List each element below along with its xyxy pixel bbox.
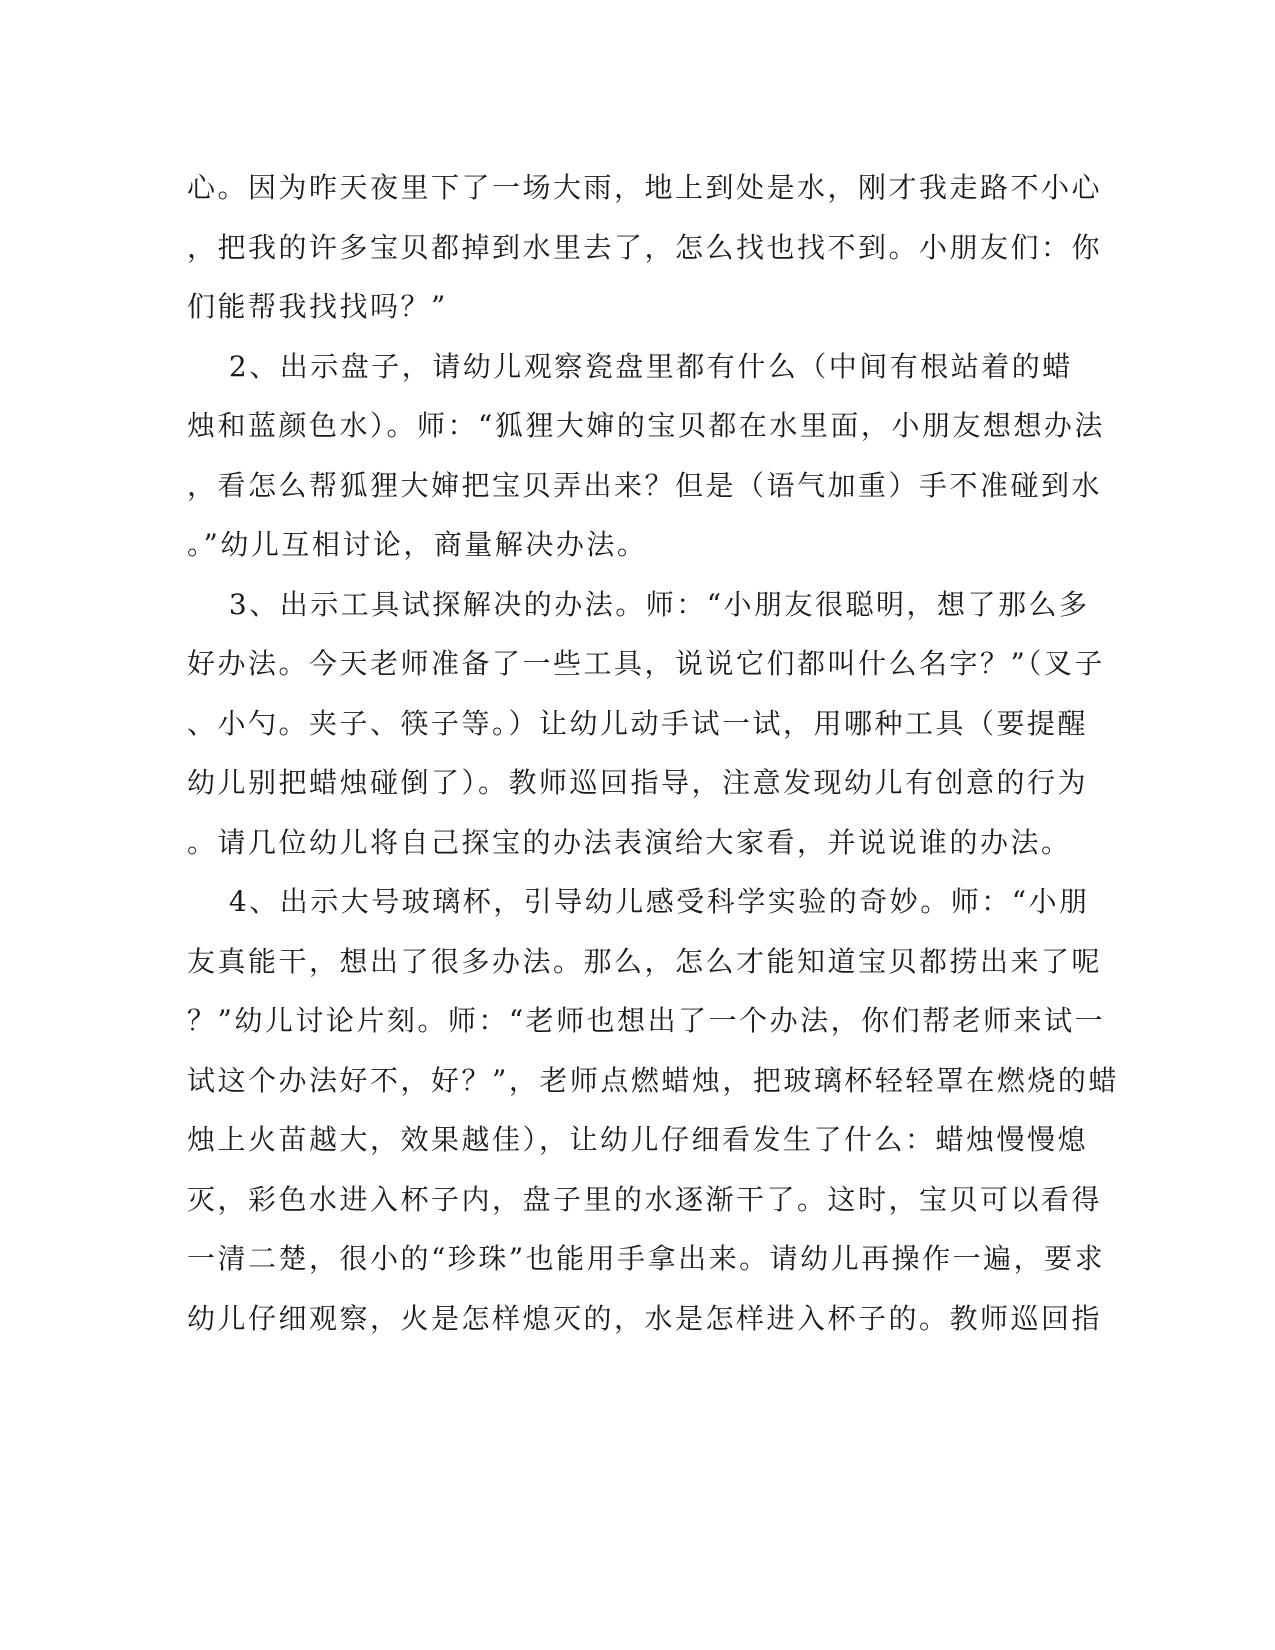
text-line: 们能帮我找找吗？”	[187, 290, 448, 323]
text-line: ？”幼儿讨论片刻。师：“老师也想出了一个办法，你们帮老师来试一	[187, 1004, 1106, 1037]
text-line: 烛和蓝颜色水）。师：“狐狸大婶的宝贝都在水里面，小朋友想想办法	[187, 409, 1105, 442]
text-line: 幼儿仔细观察，火是怎样熄灭的，水是怎样进入杯子的。教师巡回指	[187, 1301, 1103, 1335]
text-line: 。”幼儿互相讨论，商量解决办法。	[187, 528, 648, 561]
text-line: ，把我的许多宝贝都掉到水里去了，怎么找也找不到。小朋友们：你	[187, 230, 1103, 264]
text-line: 、小勺。夹子、筷子等。）让幼儿动手试一试，用哪种工具（要提醒	[187, 706, 1089, 740]
text-line: 幼儿别把蜡烛碰倒了）。教师巡回指导，注意发现幼儿有创意的行为	[187, 766, 1089, 799]
text-line: 灭，彩色水进入杯子内，盘子里的水逐渐干了。这时，宝贝可以看得	[187, 1182, 1103, 1216]
text-line: 2、出示盘子，请幼儿观察瓷盘里都有什么（中间有根站着的蜡	[187, 349, 1073, 383]
text-line: 心。因为昨天夜里下了一场大雨，地上到处是水，刚才我走路不小心	[187, 171, 1103, 204]
text-line: 烛上火苗越大，效果越佳），让幼儿仔细看发生了什么：蜡烛慢慢熄	[187, 1123, 1089, 1156]
text-line: 一清二楚，很小的“珍珠”也能用手拿出来。请幼儿再操作一遍，要求	[187, 1242, 1106, 1275]
body-text	[187, 158, 1119, 1348]
text-line: 3、出示工具试探解决的办法。师：“小朋友很聪明，想了那么多	[187, 587, 1090, 621]
text-line: 试这个办法好不，好？”，老师点燃蜡烛，把玻璃杯轻轻罩在燃烧的蜡	[187, 1063, 1119, 1097]
text-line: 。请几位幼儿将自己探宝的办法表演给大家看，并说说谁的办法。	[187, 825, 1072, 859]
text-line: 4、出示大号玻璃杯，引导幼儿感受科学实验的奇妙。师：“小朋	[187, 885, 1090, 918]
text-line: ，看怎么帮狐狸大婶把宝贝弄出来？但是（语气加重）手不准碰到水	[187, 468, 1103, 502]
text-line: 好办法。今天老师准备了一些工具，说说它们都叫什么名字？”（叉子	[187, 647, 1105, 680]
text-line: 友真能干，想出了很多办法。那么，怎么才能知道宝贝都捞出来了呢	[187, 944, 1103, 978]
